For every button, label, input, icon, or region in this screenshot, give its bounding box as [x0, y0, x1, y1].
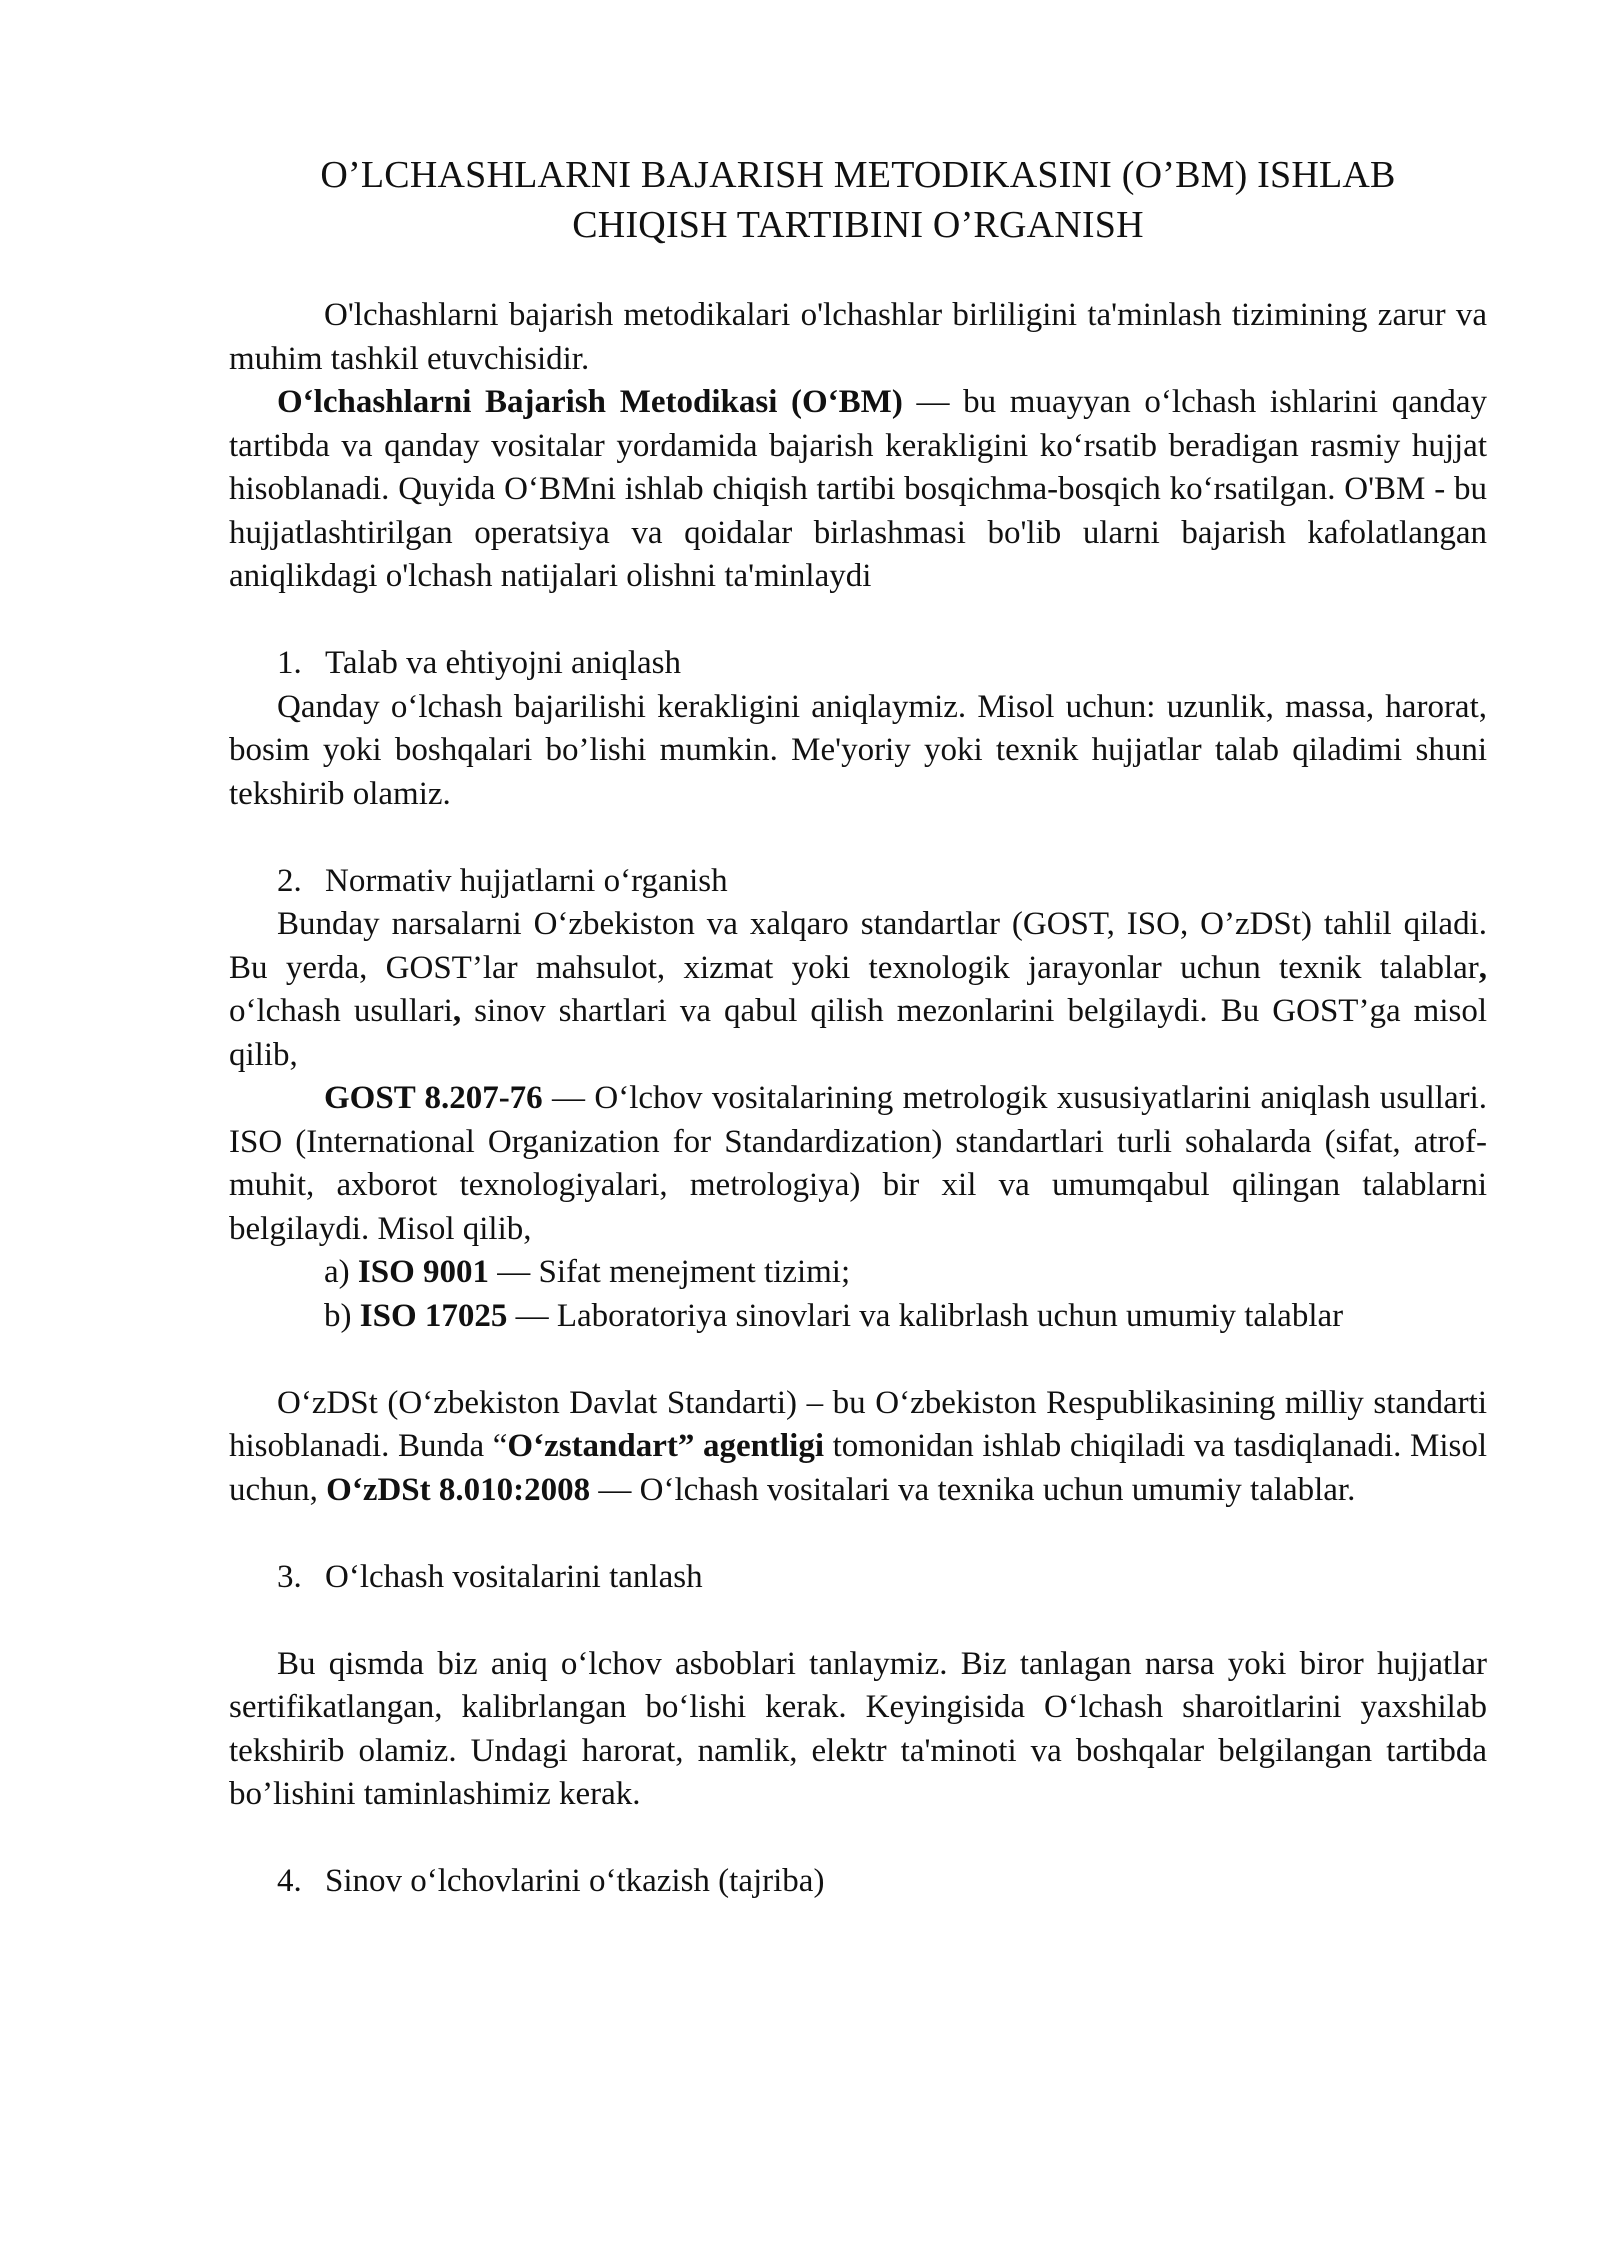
ozdst-text-a: O‘zDSt (O‘zbekiston Davlat Standarti) – bu O‘zbekiston Respublikasining milliy standarti hisoblanadi. Bunda “ — [229, 1384, 1487, 1464]
section-2-text-b: o‘lchash usullari — [229, 993, 453, 1029]
section-2-heading — [277, 860, 1487, 904]
definition-text: — bu muayyan o‘lchash ishlarini qanday tartibda va qanday vositalar yordamida bajarish kerakligini ko‘rsatib beradigan rasmiy hujjat hisoblanadi. Quyida O‘BMni ishlab chiqish tartibi bosqichma-bosqich ko‘rsatilgan. O'BM - bu hujjatlashtirilgan operatsiya va qoidalar birlashmasi bo'lib ularni bajarish kafolatlangan aniqlikdagi o'lchash natijalari olishni ta'minlaydi — [229, 384, 1487, 594]
page-title — [229, 150, 1487, 250]
list-text: — Sifat menejment tizimi; — [489, 1254, 851, 1290]
section-2-paragraph-1 — [229, 903, 1487, 1077]
section-2-text-a: Bunday narsalarni O‘zbekiston va xalqaro standartlar (GOST, ISO, O’zDSt) tahlil qiladi. Bu yerda, GOST’lar mahsulot, xizmat yoki texnologik jarayonlar uchun texnik talablar — [229, 906, 1487, 986]
ozdst-text-b: tomonidan ishlab chiqiladi va tasdiqlanadi. Misol uchun, — [229, 1428, 1487, 1508]
section-4-heading — [277, 1860, 1487, 1904]
list-code: ISO 17025 — [359, 1297, 508, 1334]
section-2-title: Normativ hujjatlarni o‘rganish — [325, 862, 728, 899]
section-2-paragraph-ozdst — [229, 1382, 1487, 1513]
gost-text: — O‘lchov vositalarining metrologik xususiyatlarini aniqlash usullari. ISO (International Organization for Standardization) standartlari turli sohalarda (sifat, atrof-muhit, axborot texnologiyalari, metrologiya) bir xil va umumqabul qilingan talablarni belgilaydi. Misol qilib, — [229, 1080, 1487, 1247]
title-line-2: CHIQISH TARTIBINI O’RGANISH — [572, 204, 1144, 246]
section-3-number: 3. — [277, 1558, 302, 1595]
intro-paragraph: O'lchashlarni bajarish metodikalari o'lchashlar birliligini ta'minlash tizimining zarur va muhim tashkil etuvchisidir. — [229, 297, 1487, 377]
document-content — [229, 150, 1487, 1904]
list-code: ISO 9001 — [357, 1254, 490, 1290]
ozdst-text-c: — O‘lchash vositalari va texnika uchun umumiy talablar. — [590, 1471, 1356, 1508]
section-2-number: 2. — [277, 862, 302, 899]
section-1-heading — [277, 642, 1487, 686]
list-text: — Laboratoriya sinovlari va kalibrlash uchun umumiy talablar — [507, 1297, 1344, 1334]
section-1-title: Talab va ehtiyojni aniqlash — [325, 645, 682, 681]
definition-term: O‘lchashlarni Bajarish Metodikasi (O‘BM) — [277, 384, 903, 420]
ozdst-code: O‘zDSt 8.010:2008 — [326, 1471, 591, 1508]
list-item — [229, 1251, 1487, 1295]
ozdst-agency: O‘zstandart” agentligi — [507, 1428, 825, 1464]
section-3-paragraph: Bu qismda biz aniq o‘lchov asboblari tanlaymiz. Biz tanlagan narsa yoki biror hujjatlar sertifikatlangan, kalibrlangan bo‘lishi kerak. Keyingisida O‘lchash sharoitlarini yaxshilab tekshirib olamiz. Undagi harorat, namlik, elektr ta'minoti va boshqalar belgilangan tartibda bo’lishini taminlashimiz kerak. — [229, 1645, 1487, 1812]
section-2-text-c: sinov shartlari va qabul qilish mezonlarini belgilaydi. Bu GOST’ga misol qilib, — [229, 993, 1487, 1073]
section-2-paragraph-gost — [229, 1077, 1487, 1251]
section-3-heading — [277, 1556, 1487, 1600]
section-4-number: 4. — [277, 1863, 302, 1899]
list-item — [229, 1295, 1487, 1339]
section-2-comma-2: , — [452, 993, 462, 1029]
section-3-title: O‘lchash vositalarini tanlash — [325, 1558, 703, 1595]
list-marker: a) — [324, 1254, 358, 1290]
section-1-paragraph: Qanday o‘lchash bajarilishi kerakligini aniqlaymiz. Misol uchun: uzunlik, massa, harorat, bosim yoki boshqalari bo’lishi mumkin. Me'yoriy yoki texnik hujjatlar talab qiladimi shuni tekshirib olamiz. — [229, 688, 1487, 812]
gost-code: GOST 8.207-76 — [324, 1080, 543, 1116]
section-1-number: 1. — [277, 645, 302, 681]
definition-paragraph — [229, 381, 1487, 599]
list-marker: b) — [324, 1297, 360, 1334]
section-2-comma-1: , — [1478, 949, 1487, 986]
section-4-title: Sinov o‘lchovlarini o‘tkazish (tajriba) — [325, 1863, 825, 1899]
title-line-1: O’LCHASHLARNI BAJARISH METODIKASINI (O’BM) ISHLAB — [320, 154, 1396, 196]
